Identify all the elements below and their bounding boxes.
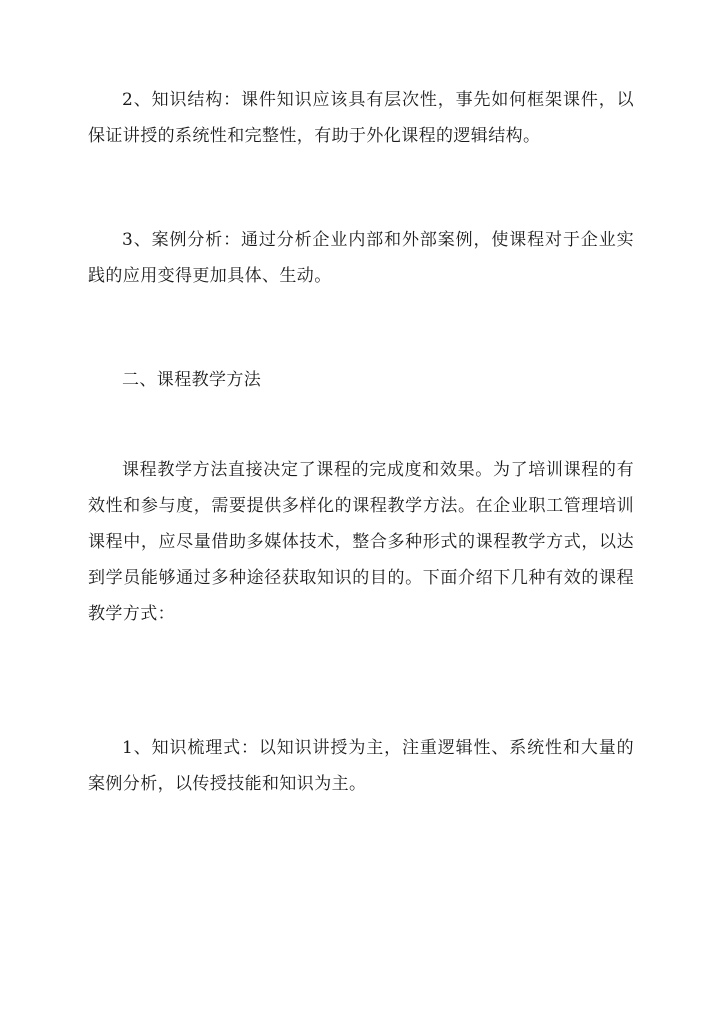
section-heading-teaching-methods: 二、课程教学方法 <box>122 370 262 390</box>
paragraph-case-analysis: 3、案例分析：通过分析企业内部和外部案例，使课程对于企业实践的应用变得更加具体、生动。 <box>88 230 634 286</box>
paragraph-knowledge-review: 1、知识梳理式：以知识讲授为主，注重逻辑性、系统性和大量的案例分析，以传授技能和知识为主。 <box>88 738 634 794</box>
paragraph-knowledge-structure: 2、知识结构：课件知识应该具有层次性，事先如何框架课件，以保证讲授的系统性和完整性，有助于外化课程的逻辑结构。 <box>88 90 634 146</box>
paragraph-teaching-methods-intro: 课程教学方法直接决定了课程的完成度和效果。为了培训课程的有效性和参与度，需要提供多样化的课程教学方法。在企业职工管理培训课程中，应尽量借助多媒体技术，整合多种形式的课程教学方式，以达到学员能够通过多种途径获取知识的目的。下面介绍下几种有效的课程教学方式： <box>88 460 634 624</box>
